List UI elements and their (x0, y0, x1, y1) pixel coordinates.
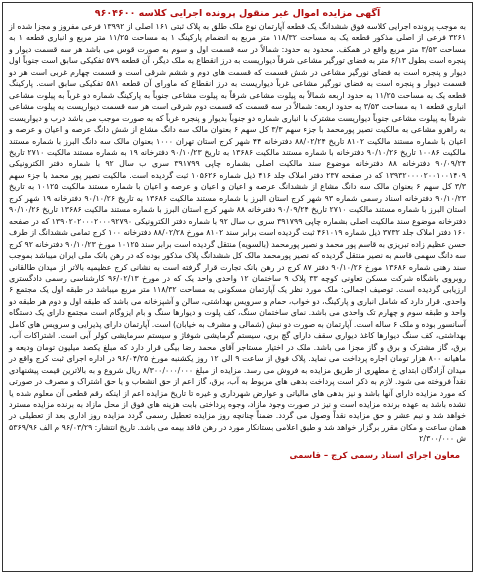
notice-body: به موجب پرونده اجرایی کلاسه فوق ششدانگ یک قطعه آپارتمان نوع ملک طلق به پلاک ثبتی ۱۶۱ اصلی از ۱۳۹۹۲ فرعی مفروز و مجزا شده از ۳۲۶۱ فرعی از اصلی مذکور قطعه یک به مساحت ۱۱۸/۳۲ متر مربع به انضمام پارکینگ ۱ به مساحت ۱۱/۲۵ متر مربع و انباری قطعه ۱ به مساحت ۳/۵۳ متر مربع واقع در همکف. محدود به حدود: شمالاً در سه قسمت اول و سوم به صورت قوس می باشد هر سه قسمت دیوار و پنجره است بطول ۶/۱۳ متر به فضای تورگیر مشاعی شرقاً دیواریست به درز انقطاع به ملک دیگر، آن قطعه ۵۷۹ تفکیکی سابق است جنوباً اول دیوار و پنجره است به فضای نورگیر مشاعی در شش قسمت که قسمت های دوم و ششم شرقی است و قسمت چهارم غربی است هر دو قسمت دیوار و پنجره است به فضای نورگیر مشاعی غرباً دیواریست به درز انقطاع که ماورای آن قطعه ۵۸۱ تفکیکی سابق است. پارکینگ قطعه یک به مساحت ۱۱/۲۵ به حدود اربعه شمالاً به پیلوت مشاعی شرقاً به پیلوت مشاعی جنوباً به پارکینگ شماره دو غرباً به پیلوت مشاعی انباری قطعه ۱ به مساحت ۳/۵۳ به حدود اربعه: شمالاً در سه قسمت که قسمت دوم شرقی است هر سه قسمت دیواریست به پیلوت مشاعی شرقاً به پیلوت مشاعی جنوباً دیواریست مشترک با انباری شماره دو جنوباً بدیوار و پنجره غرباً که به صورت موجب می باشد درب و دیواریست به راهرو مشاعی به مالکیت نصیر پورمحمد با جزء سهم ۳/۳ کل سهم ۶ بعنوان مالک سه دانگ مشاع از شش دانگ عرصه و اعیان و عرصه و اعیان با شماره مستند مالکیت ۸۱۰۲ تاریخ ۸۸/۰۲/۲۴ دفترخانه ۴۴ شهر کرج استان تهران ۱۰۰۰ بعنوان مالک سه دانگ البرز با شماره مستند مالکیت ۱۰۰۸۶ تاریخ ۹۰/۱۰/۲۶ دفترخانه با شماره مستند مالکیت ۱۳۶۸۶ به تاریخ ۹۰/۱۰/۲۳ دفترخانه ۱۹ به شماره مستند مالکیت ۲۷۱۰ تاریخ ۹۰/۰۹/۲۴ دفترخانه ۸۸ دفترخانه موضوع سند مالکیت اصلی بشماره چاپی ۳۹۱۷۹۹ سری ب سال ۹۲ با شماره دفتر الکترونیکی ۱۳۹۳۲۰۰۰۰۲۰۰۱۰۰۱۴۰۹ که در صفحه ۲۳۷ دفتر املاک جلد ۴۱۶ ذیل شماره ۱۰۵۶۲۶ ثبت گردیده است. مالکیت نصیر پور محمد با جزء سهم ۳/۳ کل سهم ۶ بعنوان مالک سه دانگ مشاع از ششدانگ عرصه و اعیان و اعیان و عرصه و اعیان با شماره مستند مالکیت ۱۰۱۲۵ به تاریخ ۹۰/۱۰/۲۳ دفترخانه اسناد رسمی شماره ۹۳ شهر کرج استان البرز با شماره مستند مالکیت ۱۳۶۸۶ به تاریخ ۹۰/۱۰/۲۶ دفترخانه ۱۹ شهر کرج استان البرز با شماره مستند مالکیت ۲۷۱۰ تاریخ ۹۰/۰۹/۲۴ دفترخانه ۸۸ شهر کرج استان البرز با شماره مستند مالکیت ۱۳۶۸۶ تاریخ ۹۰/۱۰/۲۶ دفترخانه موضوع سند مالکیت اصلی بشماره چاپی ۳۹۱۷۹۹ سری ب سال ۹۲ با شماره دفتر الکترونیکی ۱۳۹۰۲۰۲۰۰۰۲۰۰۰۹۲۷۹۰ که در صفحه ۱۶۰ دفتر املاک جلد ۳۷۳۲ ذیل شماره ۴۶۱۰۱۹ ثبت گردیده است برابر سند ۸۱۰۲ مورخ ۸۸/۰۲/۲۸ دفترخانه ۱۰۰ کرج تمامی ششدانگ از طرف حسن عظیم زاده تبریزی به قاسم پور محمد و نصیر پورمحمد (بالسویه) منتقل گردیده است برابر سند ۱۰۱۲۵ مورخ ۹۰/۱۰/۲۳ دفترخانه ۹۲ کرج سه دانگ سهمی قاسم به نصیر منتقل گردیده که نصیر پورمحمد مالک کل ششدانگ پلاک مذکور بوده که در رهن بانک ملی ایران میباشد بموجب سند رهنی شماره ۱۳۶۸۶ مورخ ۹۰/۱۰/۲۶ دفتر ۸۷ کرج در رهن بانک تجارت قرار گرفته است به نشانی کرج عظیمیه بالاتر از میدان طالقانی روبروی باشگاه شرکت مسکن تعاونی کوچه ۳۳ پلاک ۹ ساختمان ۱۲ واحدی واحد یک که در مورخ ۹۶/۰۲/۱۳ کارشناسی رسمی دادگستری ارزیابی گردیده است. توصیف اجمالی: ملک مورد نظر یک آپارتمان مسکونی به مساحت ۱۱۸/۳۲ متر مربع میباشد در طبقه اول یک مجتمع ۶ واحدی. قرار دارد که شامل انباری و پارکینگ، دو خواب، حمام و سرویس بهداشتی، سالن و آشپزخانه می باشد که طبقه اول و دوم هر طبقه دو واحد و طبقه سوم و چهارم تک واحدی می باشد. نمای ساختمان سنگ، کف پلوت و دیوارها سنگ و بام ایزوگام است مجتمع دارای یک دستگاه آسانسور بوده و ملک ۶ ساله است. آپارتمان به صورت دو نبش (شمالی و مشرف به خیابان) است. آپارتمان دارای پذیرایی و سرویس های کامل بهداشتی، کف سنگ دیوارها کاغذ دیواری سقف دارای گچ بری، سیستم گرمایشی شوفاژ و سیستم سرمایشی کولر آبی است. اشتراکات آب، برق، گاز مشترک و برق و گاز مجزا می باشد. ملک در اختیار مستاجر آقای محمد رضا بیگی قرار دارد که مبلغ یکصد میلیون تومان ودیعه و ماهیانه ۸۰۰ هزار تومان اجاره پرداخت می نماید. پلاک فوق از ساعت ۹ الی ۱۲ روز یکشنبه مورخ ۹۶/۰۴/۲۵ در اداره اجرای ثبت کرج واقع در میدان آزادگان ابتدای خ مطهری از طریق مزایده به فروش می رسد. مزایده از مبلغ ۸/۳۰۰/۰۰۰/۰۰۰ ریال شروع و به بالاترین قیمت پیشنهادی نقداً فروخته می شود. لازم به ذکر است پرداخت بدهی های مربوط به آب، برق، گاز اعم از حق انشعاب و یا حق اشتراک و مصرف در صورتی که مورد مزایده دارای آنها باشد و نیز بدهی های مالیاتی و عوارض شهرداری و غیره تا تاریخ مزایده اعم از اینکه رقم قطعی آن معلوم شده یا نشده باشد به عهده برنده مزایده است و نیز در صورت وجود مازاد، وجوه پرداختی بابت هزینه های فوق از محل مازاد به برنده مزایده مسترد خواهد شد و نیم عشر و حق مزایده نقداً وصول می گردد. ضمناً چنانچه روز مزایده تعطیل رسمی گردد مزایده روز اداری بعد از تعطیلی در همان ساعت و مکان مقرر برگزار خواهد شد و طبق اعلامی بستانکار مورد در رهن فاقد بیمه می باشد. تاریخ انتشار: ۹۶/۰۳/۲۹ م الف ۵۳۶۹/۹۶ ش ۲/۳۰۰/۰۰۰ (9, 22, 467, 444)
notice-title: آگهی مزایده اموال غیر منقول پرونده اجرایی کلاسه ۹۶۰۴۶۰۰ (94, 8, 381, 19)
notice-frame (2, 2, 473, 572)
signature: معاون اجرای اسناد رسمی کرج – قاسمی (289, 450, 460, 461)
